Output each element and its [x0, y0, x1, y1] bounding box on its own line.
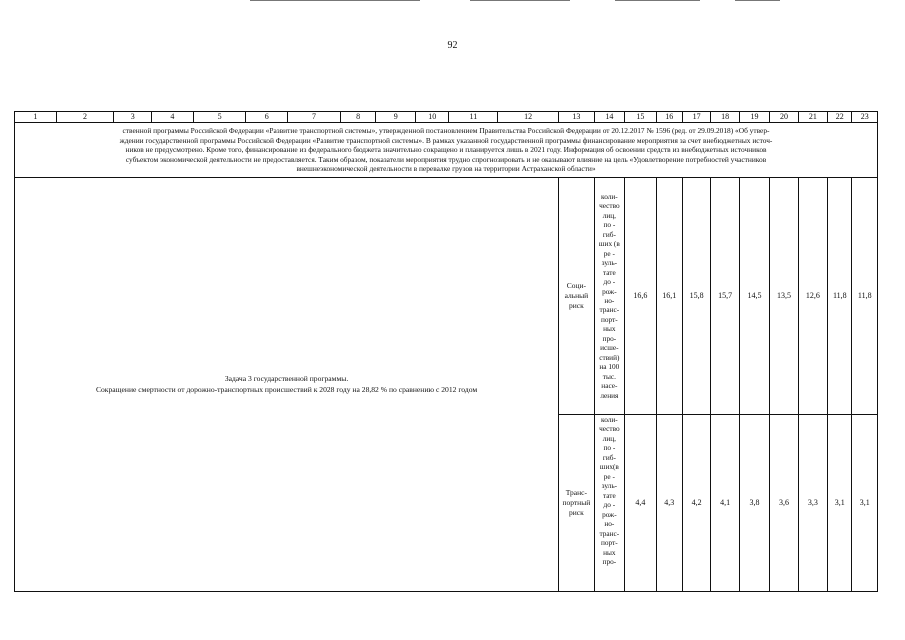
- column-number: 17: [682, 112, 710, 123]
- column-number: 11: [449, 112, 498, 123]
- column-number: 3: [114, 112, 152, 123]
- column-number: 14: [594, 112, 624, 123]
- value-cell: 15,7: [711, 178, 739, 415]
- top-edge-line: [615, 0, 700, 1]
- note-line: субъектом экономической деятельности не предоставляется. Таким образом, показатели мероприятия трудно спрогнозировать и не оказывают влияние на цель «Удовлетворение потребностей участников: [125, 154, 767, 164]
- value-cell: 11,8: [852, 178, 878, 415]
- column-number: 21: [798, 112, 827, 123]
- column-number: 6: [246, 112, 288, 123]
- value-cell: 12,6: [798, 178, 827, 415]
- task-text: Сокращение смертности от дорожно-транспортных происшествий к 2028 году на 28,82 % по сравнению с 2012 годом: [95, 384, 478, 394]
- column-number: 2: [56, 112, 114, 123]
- column-number: 1: [15, 112, 57, 123]
- note-line: ственной программы Российской Федерации «Развитие транспортной системы», утвержденной постановлением Правительства Российской Федерации от 20.12.2017 № 1596 (ред. от 29.09.2018) «Об утвер-: [122, 125, 770, 135]
- value-cell: 3,3: [798, 415, 827, 592]
- column-number: 9: [376, 112, 416, 123]
- column-number: 23: [852, 112, 878, 123]
- note-paragraph: [15, 123, 878, 178]
- indicator-unit: коли- чество лиц, по - гиб- ших(в ре - зуль- тате до - рож- но- транс- порт- ных про-: [594, 415, 624, 592]
- column-number: 16: [656, 112, 682, 123]
- column-number: 15: [625, 112, 656, 123]
- value-cell: 14,5: [739, 178, 769, 415]
- column-number: 7: [288, 112, 341, 123]
- note-line: ников не предусмотрено. Кроме того, финансирование из федерального бюджета значительно сокращено и планируется лишь в 2021 году. Информация об освоении средств из внебюджетных источников: [125, 145, 767, 155]
- value-cell: 16,6: [625, 178, 656, 415]
- value-cell: 3,1: [852, 415, 878, 592]
- indicator-row-social-risk: [15, 178, 878, 415]
- indicator-name: Соци- альный риск: [559, 178, 595, 415]
- value-cell: 3,8: [739, 415, 769, 592]
- page-number: 92: [447, 40, 458, 51]
- value-cell: 3,1: [828, 415, 852, 592]
- column-number: 18: [711, 112, 739, 123]
- value-cell: 4,2: [682, 415, 710, 592]
- column-number: 20: [770, 112, 798, 123]
- column-number: 12: [498, 112, 559, 123]
- note-line: внешнеэкономической деятельности в перевалке грузов на территории Астраханской области»: [296, 164, 596, 174]
- note-line: ждении государственной программы Российской Федерации «Развитие транспортной системы». В рамках указанной государственной программы финансирование мероприятия за счет внебюджетных источ-: [119, 135, 773, 145]
- column-number-row: [15, 112, 878, 123]
- note-row: [15, 123, 878, 178]
- column-number: 13: [559, 112, 595, 123]
- top-edge-line: [250, 0, 420, 1]
- task-title: Задача 3 государственной программы.: [224, 374, 349, 384]
- task-description: [15, 178, 559, 592]
- top-edge-line: [735, 0, 780, 1]
- column-number: 22: [828, 112, 852, 123]
- value-cell: 13,5: [770, 178, 798, 415]
- value-cell: 4,4: [625, 415, 656, 592]
- indicator-unit: коли- чество лиц, по - гиб- ших (в ре - зуль- тате до - рож- но- транс- порт- ных про- исше- ствий) на 100 тыс. насе- ления: [594, 178, 624, 415]
- column-number: 19: [739, 112, 769, 123]
- value-cell: 11,8: [828, 178, 852, 415]
- value-cell: 15,8: [682, 178, 710, 415]
- column-number: 8: [340, 112, 376, 123]
- column-number: 4: [152, 112, 194, 123]
- value-cell: 16,1: [656, 178, 682, 415]
- value-cell: 3,6: [770, 415, 798, 592]
- value-cell: 4,3: [656, 415, 682, 592]
- indicator-name: Транс- портный риск: [559, 415, 595, 592]
- value-cell: 4,1: [711, 415, 739, 592]
- top-edge-line: [470, 0, 570, 1]
- column-number: 5: [193, 112, 246, 123]
- program-table: [14, 111, 878, 592]
- column-number: 10: [415, 112, 449, 123]
